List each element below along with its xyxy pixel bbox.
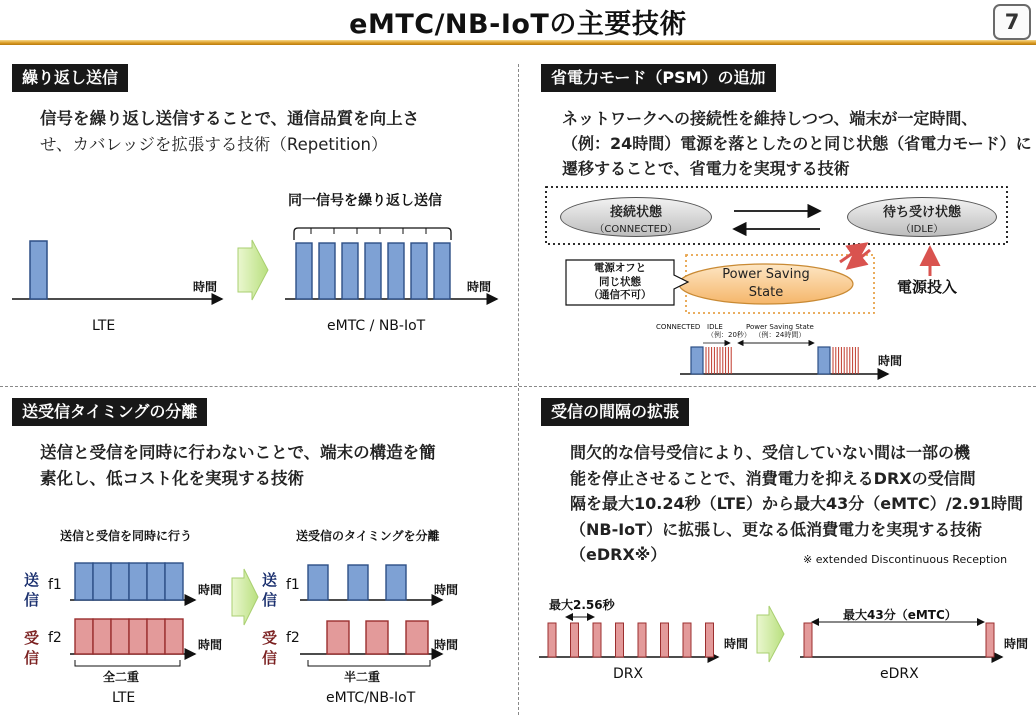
edrx-footnote: ※ extended Discontinuous Reception (803, 553, 1008, 566)
rx-char-1-right: 受 (262, 629, 278, 647)
drx-receive-bar (683, 623, 691, 657)
emtc-caption: eMTC / NB-IoT (327, 318, 426, 334)
drx-timeline (539, 617, 718, 657)
rx-block (111, 619, 129, 654)
tx-label-right (262, 570, 277, 610)
tx-block (129, 563, 147, 600)
psm-state (720, 266, 812, 302)
timeline-idle-label (707, 323, 751, 339)
rx-block (129, 619, 147, 654)
note-line1: 電源オフと (593, 262, 647, 274)
rx-block (327, 621, 349, 654)
rx-block (165, 619, 183, 654)
tx-block (386, 565, 406, 600)
drx-receive-bar (661, 623, 669, 657)
edrx-desc-line4: （NB-IoT）に拡張し、更なる低消費電力を実現する技術 (570, 519, 983, 539)
edrx-time-label: 時間 (1004, 637, 1029, 651)
lte-time-label: 時間 (193, 280, 218, 294)
repeated-signal-bar (319, 243, 335, 299)
drx-receive-bar (571, 623, 579, 657)
tx-block (348, 565, 368, 600)
rx-label-right (262, 628, 277, 668)
repeated-signal-bar (296, 243, 312, 299)
idle-state (847, 197, 997, 237)
connected-state (560, 197, 712, 237)
rx-block (75, 619, 93, 654)
connected-state-label: 接続状態 (609, 205, 662, 220)
tx-char-2: 信 (24, 591, 40, 609)
repeated-signal-bar (365, 243, 381, 299)
power-on-label: 電源投入 (897, 278, 958, 296)
edrx-desc-line1: 間欠的な信号受信により、受信していない間は一部の機 (570, 443, 971, 462)
timeline-psm-example: （例：24時間） (754, 331, 806, 339)
rx-char-2-right: 信 (262, 649, 278, 667)
psm-desc-line1: ネットワークへの接続性を維持しつつ、端末が一定時間、 (562, 109, 978, 128)
edrx-desc-line3: 隔を最大10.24秒（LTE）から最大43分（eMTC）/2.91時間 (570, 494, 1024, 513)
half-duplex-heading: 送受信タイミングの分離 (12, 398, 207, 426)
psm-state-line1: Power Saving (722, 267, 810, 282)
psm-to-idle-arrow (840, 244, 866, 262)
repeated-signal-bar (342, 243, 358, 299)
rx-block (406, 621, 428, 654)
tx-block (111, 563, 129, 600)
fd-lte-caption: LTE (112, 690, 136, 706)
f2-label-left: f2 (48, 630, 62, 646)
lte-signal-bar (30, 241, 47, 299)
drx-interval-label: 最大2.56秒 (549, 598, 615, 612)
tx-label-left (24, 570, 39, 610)
timeline-psm-text: Power Saving State (746, 323, 814, 331)
hd-desc-line2: 素化し、低コスト化を実現する技術 (40, 469, 304, 488)
psm-desc-line3: 遷移することで、省電力を実現する技術 (562, 159, 850, 178)
repetition-desc-line2: せ、カバレッジを拡張する技術（Repetition） (40, 135, 388, 154)
timeline-idle-example: （例：20秒） (707, 331, 751, 339)
transition-arrow-3 (232, 569, 258, 625)
drx-caption: DRX (613, 666, 644, 682)
drx-receive-bar (638, 623, 646, 657)
edrx-timeline (800, 622, 1002, 657)
psm-desc-line2: （例：24時間）電源を落としたのと同じ状態（省電力モード）に (562, 134, 1032, 153)
psm-heading: 省電力モード（PSM）の追加 (541, 64, 776, 92)
tx-block (147, 563, 165, 600)
full-duplex-caption: 送信と受信を同時に行う (60, 529, 193, 543)
hd-emtc-caption: eMTC/NB-IoT (326, 690, 416, 706)
edrx-description (570, 440, 1023, 568)
connected-state-sub: （CONNECTED） (594, 224, 678, 235)
full-duplex-diagram (70, 563, 195, 666)
timeline-connected-label: CONNECTED (656, 323, 701, 331)
drx-receive-bar (548, 623, 556, 657)
drx-receive-bar (616, 623, 624, 657)
repeated-signal-bar (434, 243, 450, 299)
page-number: 7 (993, 4, 1031, 40)
psm-time-label: 時間 (878, 354, 903, 368)
psm-timeline (680, 343, 888, 374)
tx-block (308, 565, 328, 600)
edrx-interval-label: 最大43分（eMTC） (843, 608, 957, 622)
rx-label-left (24, 628, 39, 668)
repeated-signal-bar (388, 243, 404, 299)
emtc-timeline (285, 228, 497, 299)
rx-char-2: 信 (24, 649, 40, 667)
tx-block (93, 563, 111, 600)
rx-block (93, 619, 111, 654)
edrx-desc-line5: （eDRX※） (570, 545, 667, 564)
page-title: eMTC/NB-IoTの主要技術 (349, 9, 687, 40)
note-line2: 同じ状態 (599, 275, 641, 288)
timeline-psm-label (746, 323, 814, 339)
note-line3: （通信不可） (588, 289, 652, 301)
rx-block (366, 621, 388, 654)
hd-desc-line1: 送信と受信を同時に行わないことで、端末の構造を簡 (40, 443, 436, 462)
half-duplex-caption: 送受信のタイミングを分離 (296, 529, 440, 543)
hd-rx-time: 時間 (434, 638, 459, 652)
rx-char-1: 受 (24, 629, 40, 647)
repeated-signal-bar (411, 243, 427, 299)
fd-tx-time: 時間 (198, 583, 223, 597)
tx-block (75, 563, 93, 600)
tx-block (165, 563, 183, 600)
repeat-label: 同一信号を繰り返し送信 (288, 193, 442, 209)
psm-state-line2: State (748, 285, 784, 300)
f1-label-left: f1 (48, 577, 62, 593)
transition-arrow-4 (757, 606, 784, 662)
repetition-heading: 繰り返し送信 (12, 64, 128, 92)
half-duplex-label: 半二重 (344, 670, 381, 684)
edrx-caption: eDRX (880, 666, 919, 682)
psm-description (562, 106, 1032, 181)
tx-char-1-right: 送 (262, 571, 278, 589)
half-duplex-diagram (300, 565, 442, 666)
timeline-idle-text: IDLE (707, 323, 723, 331)
transition-arrow-1 (238, 240, 268, 300)
drx-receive-bar (593, 623, 601, 657)
power-off-note (568, 262, 672, 303)
half-duplex-description (40, 440, 436, 492)
lte-caption: LTE (92, 318, 116, 334)
f2-label-right: f2 (286, 630, 300, 646)
hd-tx-time: 時間 (434, 583, 459, 597)
lte-timeline (12, 241, 222, 299)
idle-state-sub: （IDLE） (900, 224, 944, 235)
f1-label-right: f1 (286, 577, 300, 593)
rx-block (147, 619, 165, 654)
idle-state-label: 待ち受け状態 (882, 205, 961, 220)
tx-char-2-right: 信 (262, 591, 278, 609)
full-duplex-label: 全二重 (103, 670, 140, 684)
tx-char-1: 送 (24, 571, 40, 589)
emtc-time-label: 時間 (467, 280, 492, 294)
fd-rx-time: 時間 (198, 638, 223, 652)
repetition-desc-line1: 信号を繰り返し送信することで、通信品質を向上さ (40, 109, 420, 128)
edrx-heading: 受信の間隔の拡張 (541, 398, 689, 426)
drx-receive-bar (706, 623, 714, 657)
drx-time-label: 時間 (724, 637, 749, 651)
edrx-desc-line2: 能を停止させることで、消費電力を抑えるDRXの受信間 (570, 468, 976, 488)
